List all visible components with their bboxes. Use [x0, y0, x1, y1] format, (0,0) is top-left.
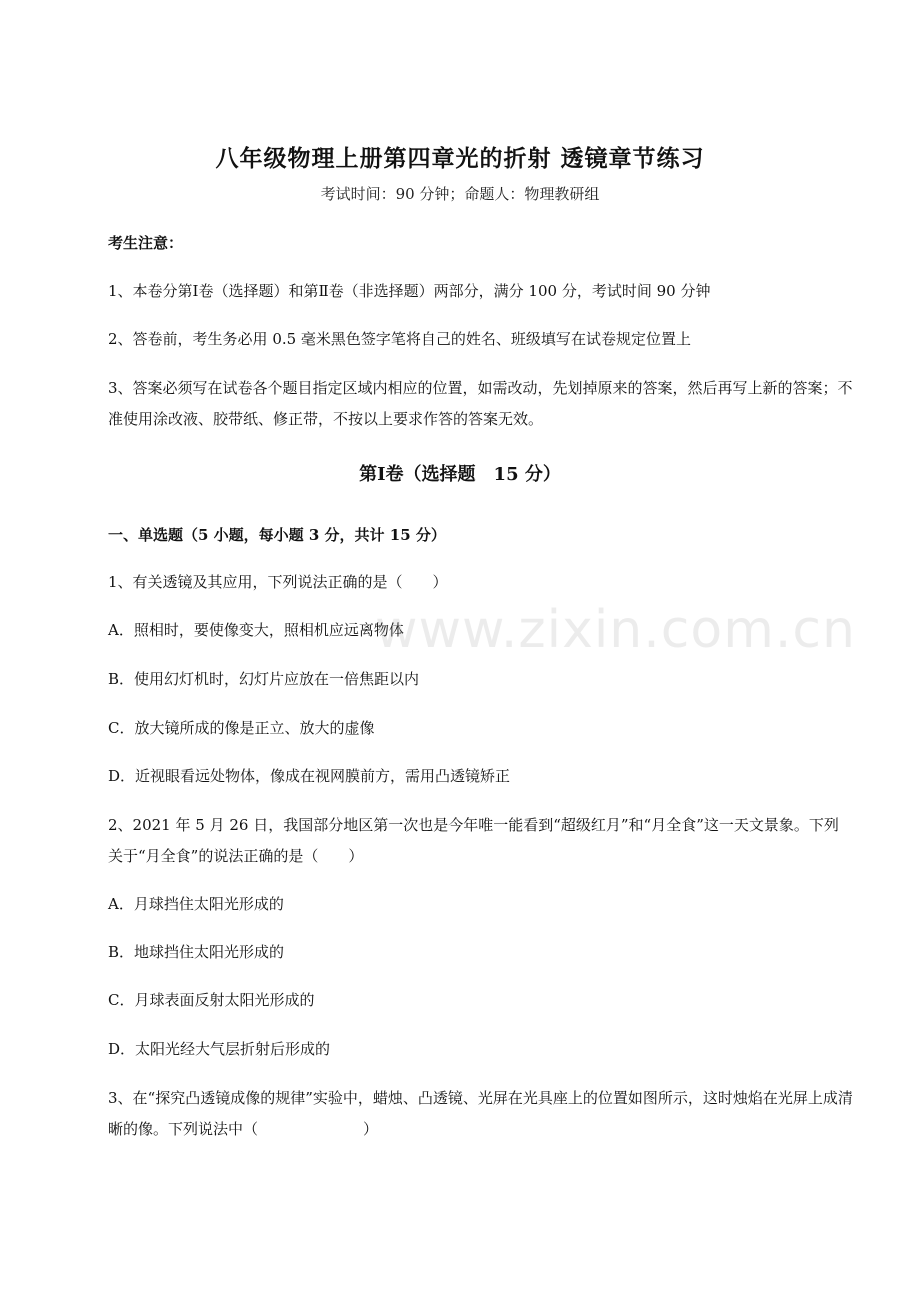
- question-stem: 1、有关透镜及其应用，下列说法正确的是（ ）: [108, 573, 448, 591]
- option: B．地球挡住太阳光形成的: [108, 943, 285, 961]
- option: A．照相时，要使像变大，照相机应远离物体: [108, 621, 404, 639]
- part-heading: 一、单选题（5 小题，每小题 3 分，共计 15 分）: [108, 526, 446, 544]
- option: A．月球挡住太阳光形成的: [108, 895, 284, 913]
- option: B．使用幻灯机时，幻灯片应放在一倍焦距以内: [108, 670, 420, 688]
- question-stem: 2、2021 年 5 月 26 日，我国部分地区第一次也是今年唯一能看到“超级红月”和“月全食”这一天文景象。下列关于“月全食”的说法正确的是（ ）: [108, 816, 839, 865]
- page-title: 八年级物理上册第四章光的折射 透镜章节练习: [215, 145, 705, 172]
- watermark: www.zixin.com.cn: [375, 600, 856, 660]
- exam-info: 考试时间：90 分钟；命题人：物理教研组: [320, 185, 600, 203]
- option: D．太阳光经大气层折射后形成的: [108, 1040, 331, 1058]
- option: C．月球表面反射太阳光形成的: [108, 991, 315, 1009]
- section-title: 第Ⅰ卷（选择题 15 分）: [359, 464, 561, 485]
- option: D．近视眼看远处物体，像成在视网膜前方，需用凸透镜矫正: [108, 767, 511, 785]
- question-stem: 3、在“探究凸透镜成像的规律”实验中，蜡烛、凸透镜、光屏在光具座上的位置如图所示，这时烛焰在光屏上成清晰的像。下列说法中（ ）: [108, 1089, 853, 1138]
- notice-item: 3、答案必须写在试卷各个题目指定区域内相应的位置，如需改动，先划掉原来的答案，然后再写上新的答案；不准使用涂改液、胶带纸、修正带，不按以上要求作答的答案无效。: [108, 379, 853, 428]
- notice-item: 1、本卷分第Ⅰ卷（选择题）和第Ⅱ卷（非选择题）两部分，满分 100 分，考试时间 90 分钟: [108, 282, 711, 300]
- notice-item: 2、答卷前，考生务必用 0.5 毫米黑色签字笔将自己的姓名、班级填写在试卷规定位置上: [108, 330, 691, 348]
- option: C．放大镜所成的像是正立、放大的虚像: [108, 719, 375, 737]
- notice-heading: 考生注意：: [108, 234, 184, 252]
